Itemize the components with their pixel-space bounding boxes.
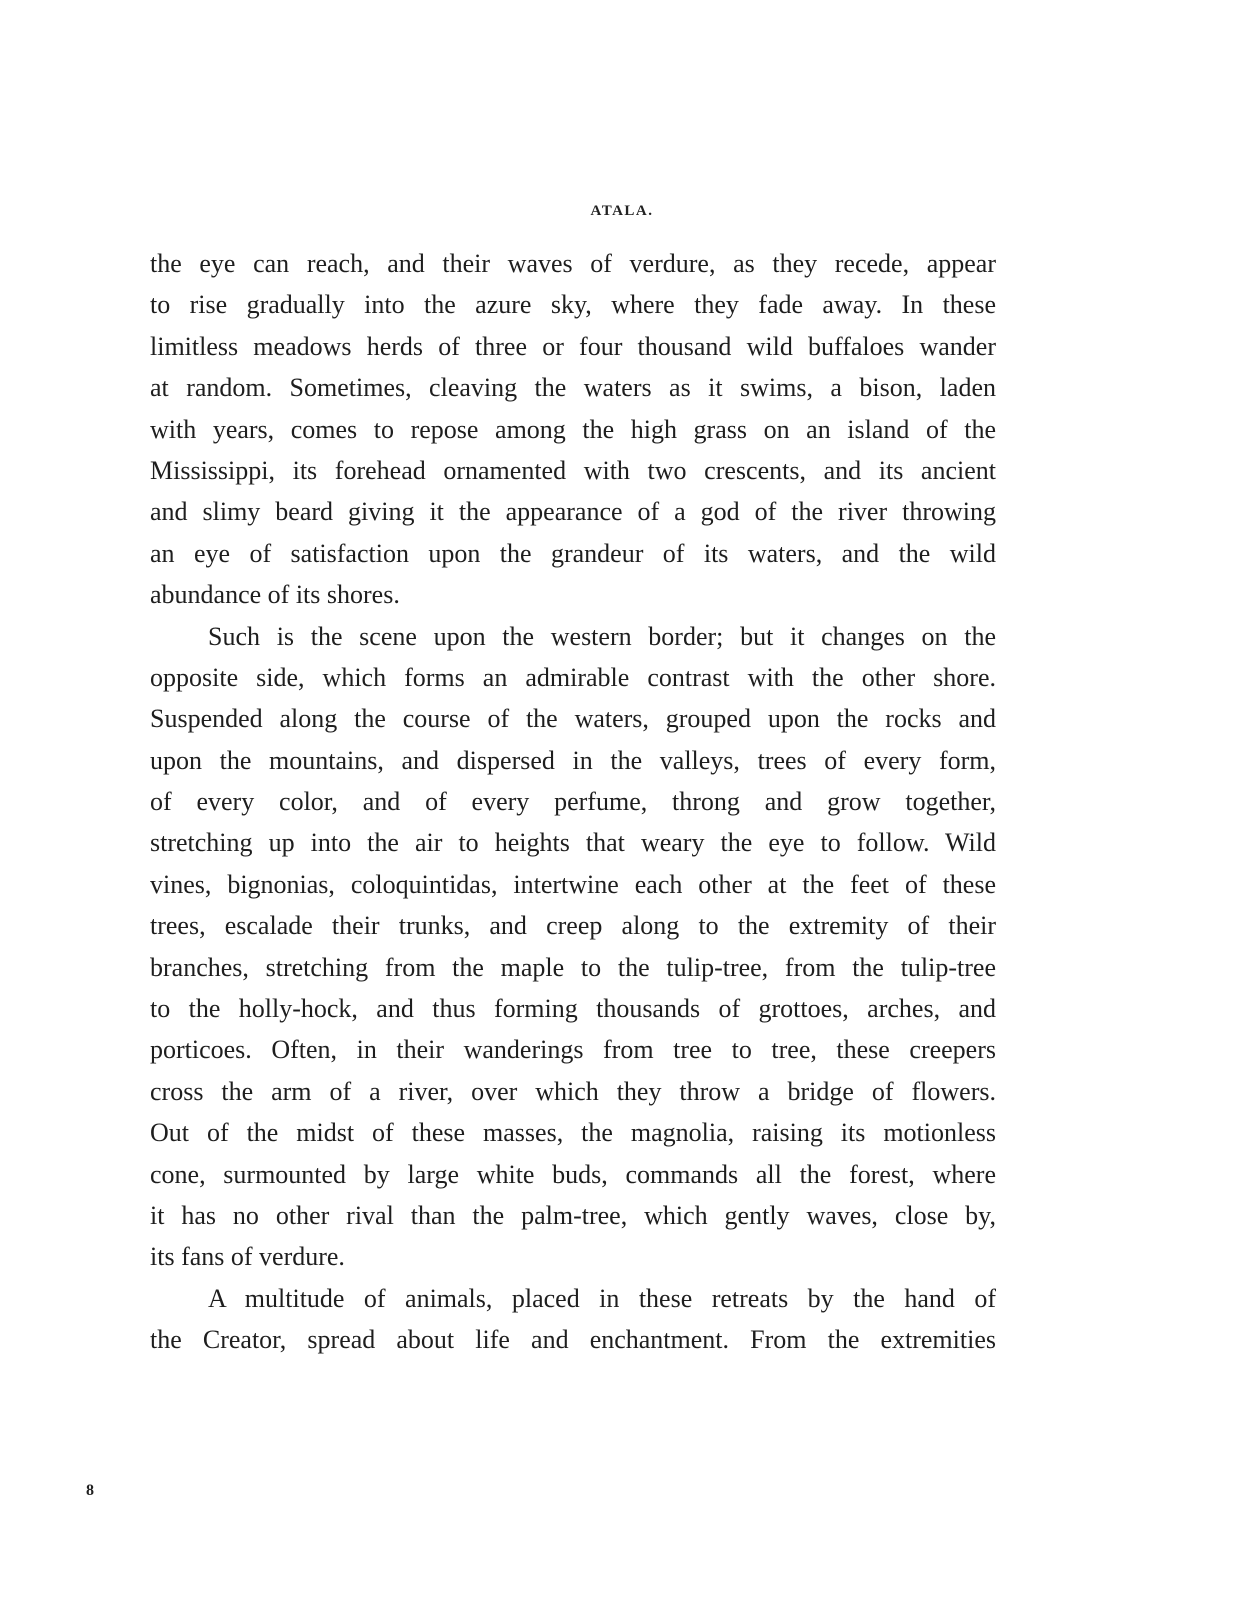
text-line: with years, comes to repose among the high grass on an island of the [150,414,996,444]
text-line: at random. Sometimes, cleaving the waters as it swims, a bison, laden [150,373,996,403]
text-line: it has no other rival than the palm-tree, which gently waves, close by, [150,1200,996,1230]
paragraph-first-line: Such is the scene upon the western border; but it changes on the [208,621,996,651]
text-line: limitless meadows herds of three or four thousand wild buffaloes wander [150,331,996,361]
text-line: of every color, and of every perfume, throng and grow together, [150,787,996,817]
text-line: stretching up into the air to heights that weary the eye to follow. Wild [150,828,996,858]
text-line: its fans of verdure. [150,1242,345,1272]
text-line: an eye of satisfaction upon the grandeur of its waters, and the wild [150,538,996,568]
text-line: cross the arm of a river, over which they throw a bridge of flowers. [150,1076,996,1106]
text-line: Out of the midst of these masses, the magnolia, raising its motionless [150,1118,996,1148]
paragraph-first-line: A multitude of animals, placed in these retreats by the hand of [208,1283,996,1313]
text-line: vines, bignonias, coloquintidas, intertwine each other at the feet of these [150,869,996,899]
text-line: branches, stretching from the maple to the tulip-tree, from the tulip-tree [150,952,996,982]
running-title: ATALA. [590,203,654,219]
text-line: porticoes. Often, in their wanderings from tree to tree, these creepers [150,1035,996,1065]
text-line: to the holly-hock, and thus forming thousands of grottoes, arches, and [150,994,996,1024]
text-line: trees, escalade their trunks, and creep along to the extremity of their [150,911,996,941]
text-line: and slimy beard giving it the appearance of a god of the river throwing [150,497,996,527]
text-line: abundance of its shores. [150,580,400,610]
text-line: to rise gradually into the azure sky, where they fade away. In these [150,290,996,320]
body-text [150,243,996,1361]
page-number: 8 [86,1482,94,1499]
text-line: Mississippi, its forehead ornamented with two crescents, and its ancient [150,455,996,485]
text-line: opposite side, which forms an admirable contrast with the other shore. [150,662,996,692]
text-line: the eye can reach, and their waves of verdure, as they recede, appear [150,249,996,278]
text-line: the Creator, spread about life and enchantment. From the extremities [150,1325,996,1355]
text-line: upon the mountains, and dispersed in the valleys, trees of every form, [150,745,996,775]
text-line: Suspended along the course of the waters, grouped upon the rocks and [150,704,996,734]
text-line: cone, surmounted by large white buds, commands all the forest, where [150,1159,996,1189]
